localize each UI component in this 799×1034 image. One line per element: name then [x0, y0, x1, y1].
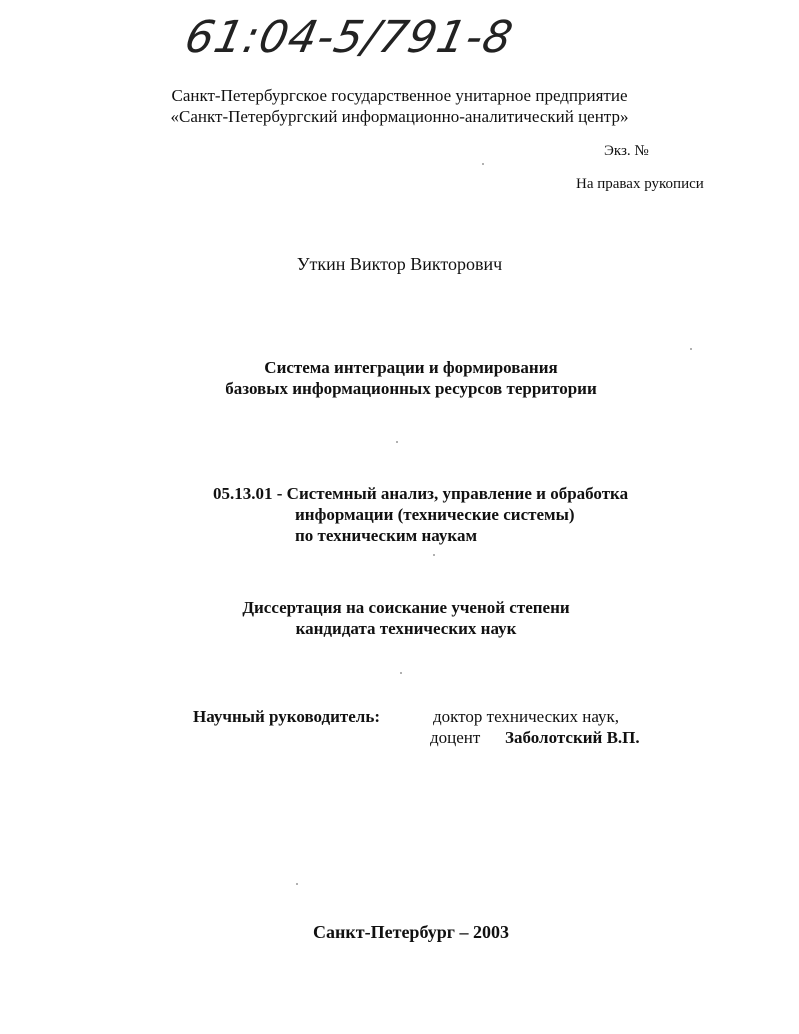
scan-speck: [396, 441, 398, 443]
author-name: Уткин Виктор Викторович: [296, 254, 503, 274]
supervisor-degree: доктор технических наук,: [433, 707, 620, 726]
specialty-line-3: по техническим наукам: [295, 526, 478, 545]
specialty-line-1: 05.13.01 - Системный анализ, управление и обработка: [213, 484, 629, 503]
copy-number-label: Экз. №: [604, 143, 649, 159]
scan-speck: [433, 554, 435, 556]
handwritten-catalog-number: 61:04-5/791-8: [180, 12, 518, 63]
specialty-line-2: информации (технические системы): [295, 505, 575, 524]
scan-speck: [400, 672, 402, 674]
title-line-2: базовых информационных ресурсов территории: [225, 379, 597, 398]
degree-line-1: Диссертация на соискание ученой степени: [242, 598, 570, 617]
supervisor-name: Заболотский В.П.: [505, 728, 640, 747]
city-year: Санкт-Петербург – 2003: [313, 922, 509, 942]
title-line-1: Система интеграции и формирования: [264, 358, 558, 377]
supervisor-rank: доцент: [430, 728, 481, 747]
scan-speck: [482, 163, 484, 165]
scan-speck: [296, 883, 298, 885]
scan-speck: [690, 348, 692, 350]
degree-line-2: кандидата технических наук: [295, 619, 517, 638]
organization-line-2: «Санкт-Петербургский информационно-аналитический центр»: [170, 107, 629, 126]
manuscript-rights: На правах рукописи: [576, 176, 704, 192]
organization-line-1: Санкт-Петербургское государственное унитарное предприятие: [171, 86, 628, 105]
supervisor-label: Научный руководитель:: [193, 707, 380, 726]
